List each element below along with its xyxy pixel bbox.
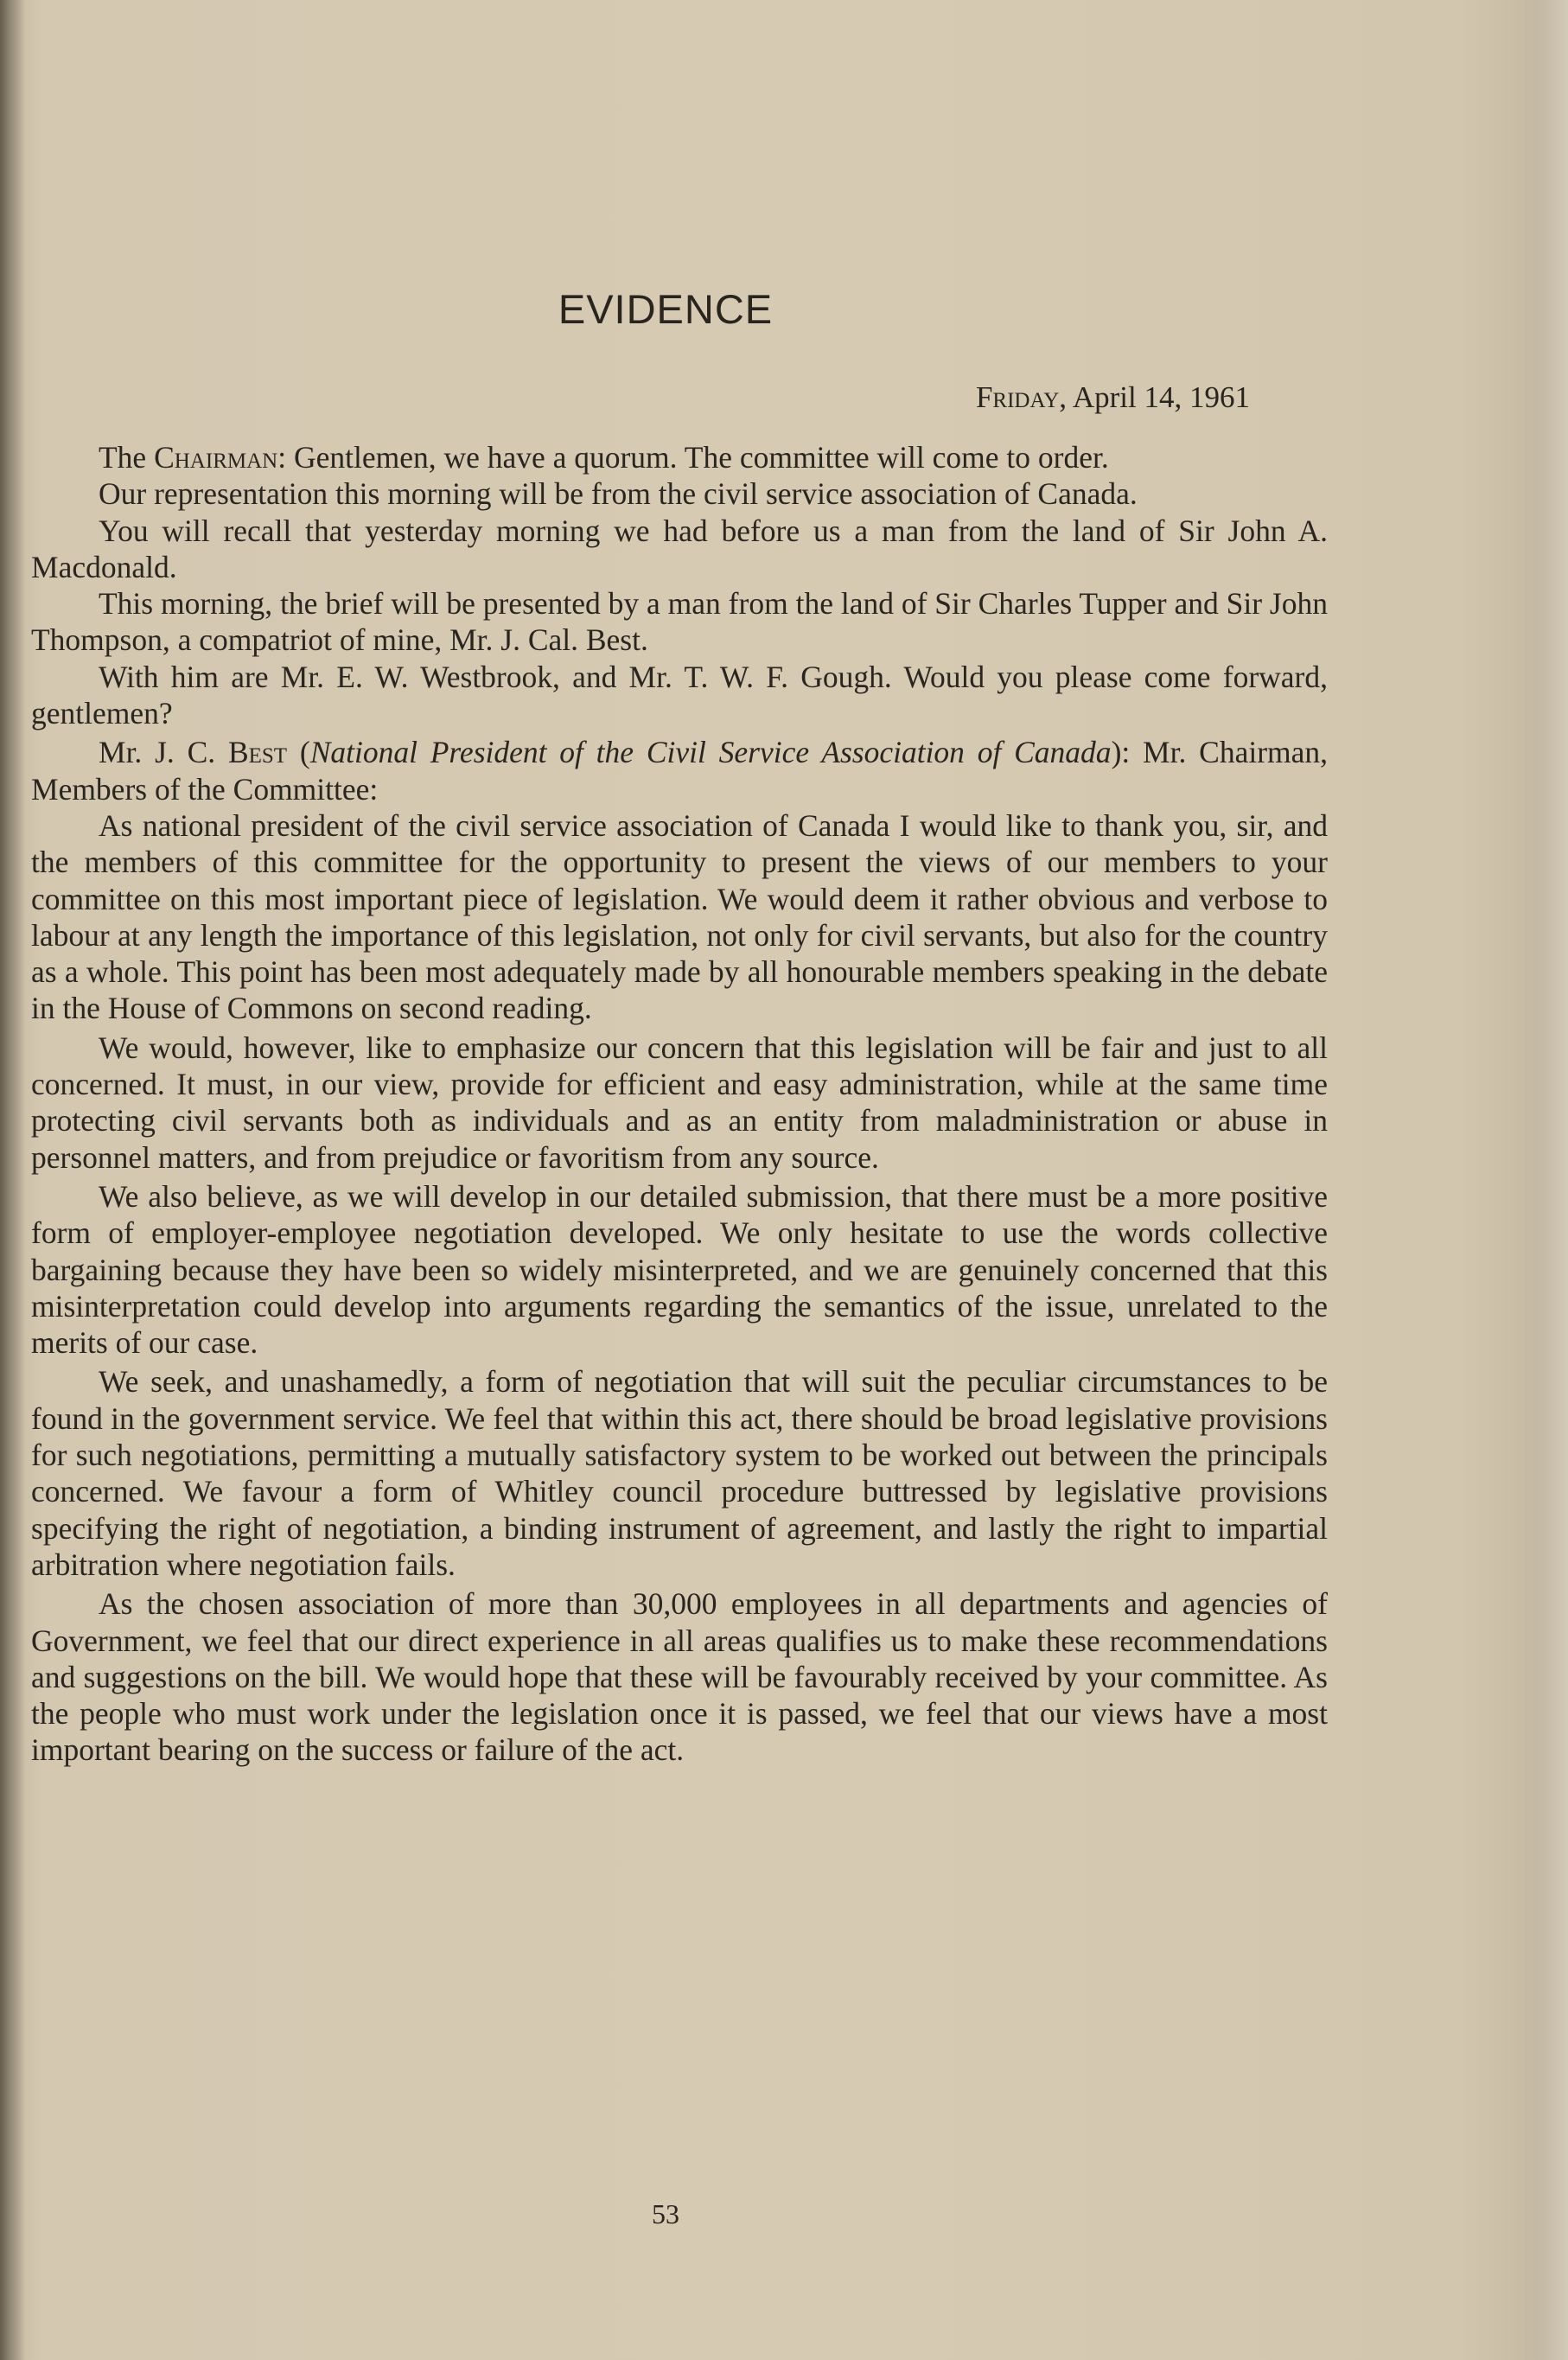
paragraph-text: : Mr. Chairman, Members of the Committee:	[31, 735, 1329, 807]
page-number: 53	[652, 2198, 679, 2229]
speaker-role: National President of the Civil Service Association of Canada	[309, 735, 1112, 770]
paragraph-lead: Mr. J. C.	[99, 735, 228, 770]
speaker-name: Best	[227, 735, 288, 770]
paragraph	[31, 439, 1328, 475]
paragraph: We also believe, as we will develop in our detailed submission, that there must be a more positive form of employer-employee negotiation developed. We only hesitate to use the words collective bargaining because they have been so widely misinterpreted, and we are genuinely concerned that this misinterpretation could develop into arguments regarding the semantics of the issue, unrelated to the merits of our case.	[31, 1178, 1328, 1361]
paragraph: As national president of the civil service association of Canada I would like to thank you, sir, and the members of this committee for the opportunity to present the views of our members to your committee on this most important piece of legislation. We would deem it rather obvious and verbose to labour at any length the importance of this legislation, not only for civil servants, but also for the country as a whole. This point has been most adequately made by all honourable members speaking in the debate in the House of Commons on second reading.	[31, 807, 1328, 1026]
paragraph: We would, however, like to emphasize our concern that this legislation will be fair and just to all concerned. It must, in our view, provide for efficient and easy administration, while at the same time protecting civil servants both as individuals and as an entity from maladministration or abuse in personnel matters, and from prejudice or favoritism from any source.	[31, 1030, 1328, 1175]
dateline-date: April 14, 1961	[1072, 380, 1250, 414]
page-edge	[1525, 0, 1568, 2360]
paragraph-lead: The	[99, 440, 155, 475]
book-gutter-shadow	[0, 0, 26, 2360]
speaker-colon: :	[277, 440, 287, 475]
dateline: Friday, April 14, 1961	[975, 380, 1250, 414]
paragraph: Our representation this morning will be from the civil service association of Canada.	[99, 476, 1138, 512]
paragraph: With him are Mr. E. W. Westbrook, and Mr. T. W. F. Gough. Would you please come forward, gentlemen?	[31, 659, 1328, 731]
paragraph: We seek, and unashamedly, a form of negotiation that will suit the peculiar circumstances to be found in the government service. We feel that within this act, there should be broad legislative provisions for such negotiations, permitting a mutually satisfactory system to be worked out between the principals concerned. We favour a form of Whitley council procedure buttressed by legislative provisions specifying the right of negotiation, a binding instrument of agreement, and lastly the right to impartial arbitration where negotiation fails.	[31, 1364, 1328, 1582]
paragraph: As the chosen association of more than 30,000 employees in all departments and agencies of Government, we feel that our direct experience in all areas qualifies us to make these recommendations and suggestions on the bill. We would hope that these will be favourably received by your committee. As the people who must work under the legislation once it is passed, we feel that our views have a most important bearing on the success or failure of the act.	[31, 1586, 1328, 1768]
paragraph-text: Gentlemen, we have a quorum. The committee will come to order.	[286, 440, 1109, 475]
paragraph: This morning, the brief will be presented by a man from the land of Sir Charles Tupper and Sir John Thompson, a compatriot of mine, Mr. J. Cal. Best.	[31, 586, 1328, 658]
paragraph: Mr. J. C. Best (National President of the Civil Service Association of Canada): Mr. Chairman, Members of the Committee:	[31, 735, 1329, 807]
transcript-body	[31, 439, 1328, 1769]
section-heading: EVIDENCE	[558, 286, 774, 332]
paragraph: You will recall that yesterday morning we had before us a man from the land of Sir John A. Macdonald.	[31, 513, 1328, 584]
dateline-day: Friday	[975, 380, 1060, 414]
speaker-name: Chairman	[154, 440, 278, 475]
